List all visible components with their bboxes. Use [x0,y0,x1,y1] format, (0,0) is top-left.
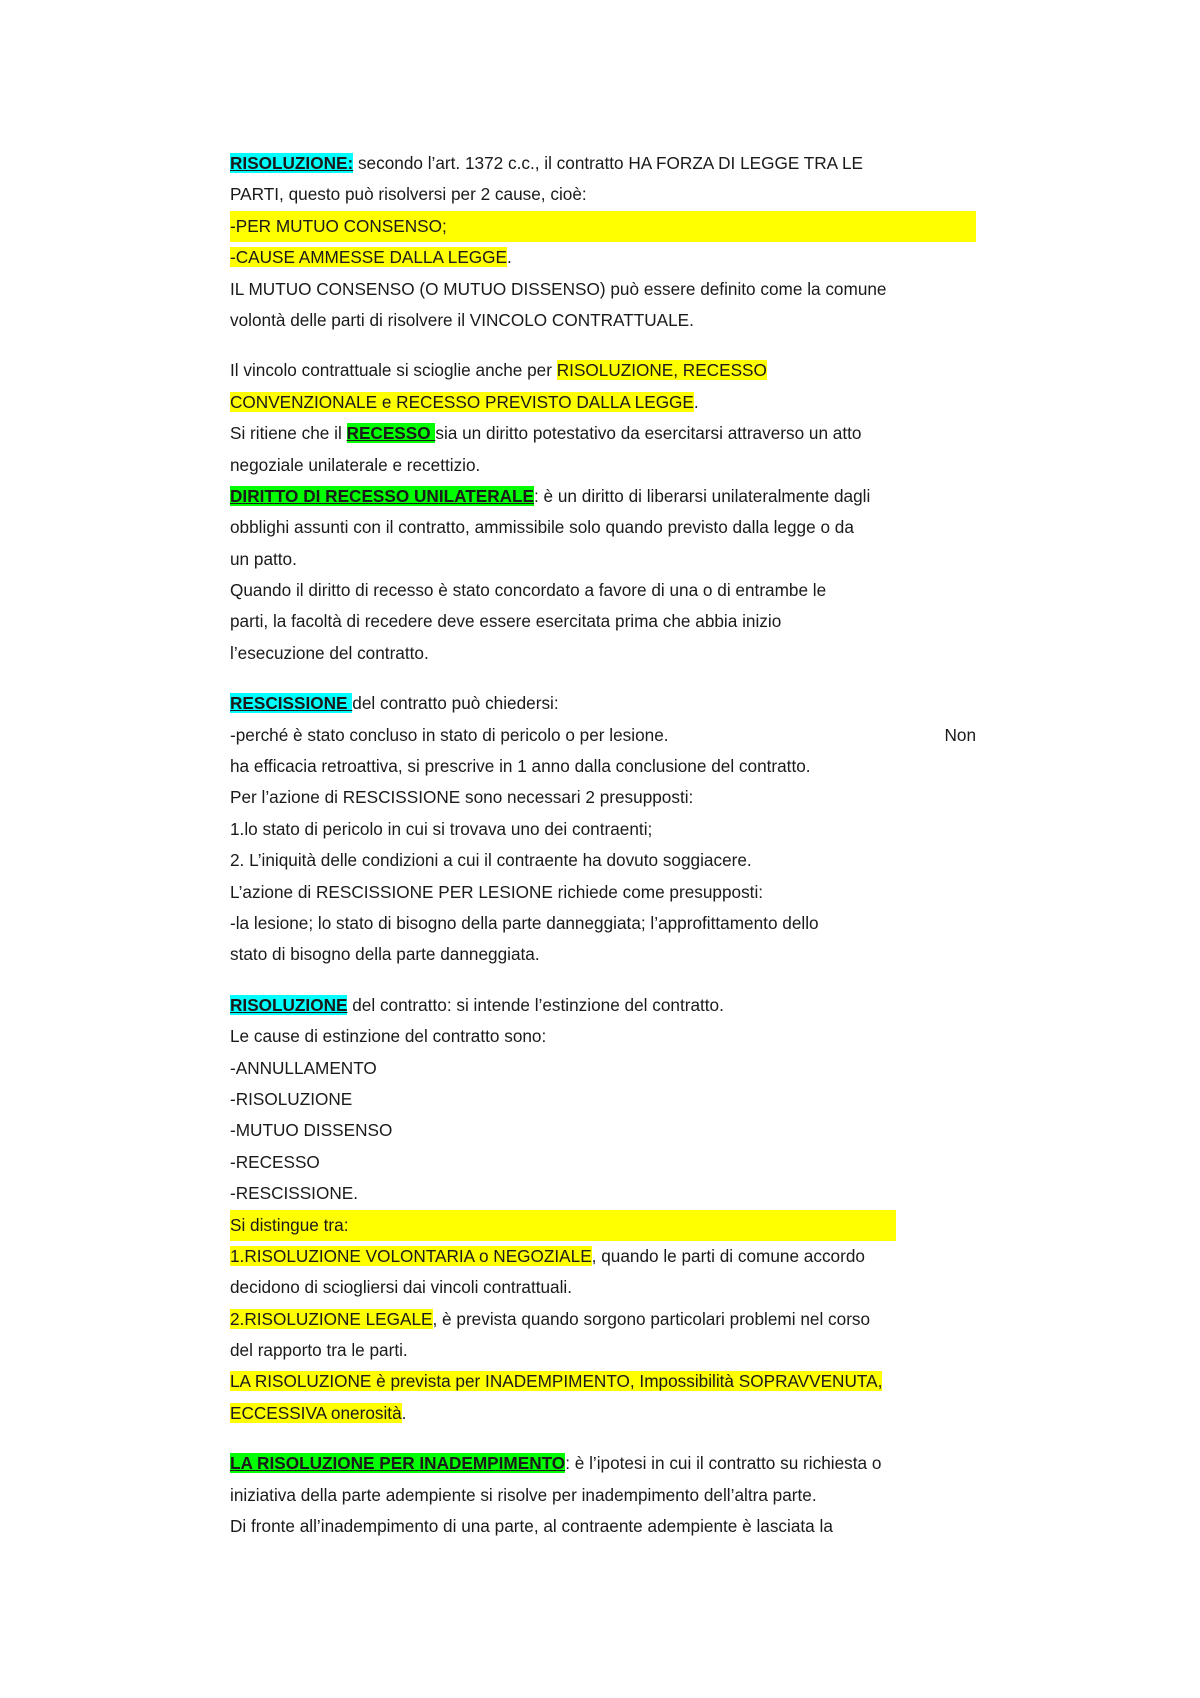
text: Non [944,724,976,745]
line [230,1398,990,1429]
text: . [507,247,512,268]
text: Si ritiene che il [230,423,347,444]
text: , quando le parti di comune accordo [591,1245,865,1266]
line [230,688,990,719]
line [230,1304,990,1335]
line: parti, la facoltà di recedere deve essere esercitata prima che abbia inizio [230,611,782,632]
line [230,242,990,273]
highlight-text: 2.RISOLUZIONE LEGALE [230,1308,433,1329]
line [230,148,990,179]
heading-risoluzione-inadempimento: LA RISOLUZIONE PER INADEMPIMENTO [230,1453,566,1474]
line: Le cause di estinzione del contratto sono: [230,1026,547,1047]
highlight-text: -CAUSE AMMESSE DALLA LEGGE [230,247,508,268]
line [230,990,990,1021]
line: l’esecuzione del contratto. [230,642,429,663]
line: del rapporto tra le parti. [230,1340,408,1361]
text: , è prevista quando sorgono particolari problemi nel corso [432,1308,871,1329]
line: IL MUTUO CONSENSO (O MUTUO DISSENSO) può essere definito come la comune [230,278,887,299]
line: ha efficacia retroattiva, si prescrive in 1 anno dalla conclusione del contratto. [230,756,811,777]
highlight-text: 1.RISOLUZIONE VOLONTARIA o NEGOZIALE [230,1245,592,1266]
line: iniziativa della parte adempiente si risolve per inadempimento dell’altra parte. [230,1484,817,1505]
line: -la lesione; lo stato di bisogno della parte danneggiata; l’approfittamento dello [230,912,819,933]
document-body [230,148,990,1542]
heading-risoluzione: RISOLUZIONE: [230,153,354,173]
heading-diritto-di-recesso: DIRITTO DI RECESSO UNILATERALE [230,485,534,506]
highlight-text: ECCESSIVA onerosità [230,1402,402,1423]
line [230,355,990,386]
line [230,1241,990,1272]
line [230,1448,990,1479]
line: negoziale unilaterale e recettizio. [230,454,481,475]
text: secondo l’art. 1372 c.c., il contratto HA FORZA DI LEGGE TRA LE [353,153,863,173]
line: 1.lo stato di pericolo in cui si trovava uno dei contraenti; [230,818,653,839]
list-item: -RECESSO [230,1151,320,1172]
text: . [693,391,699,412]
text: : è un diritto di liberarsi unilateralmente dagli [533,485,871,506]
line [230,1210,990,1241]
highlight-text: Si distingue tra: [230,1210,896,1241]
line: stato di bisogno della parte danneggiata. [230,944,540,965]
list-item: -RESCISSIONE. [230,1183,358,1204]
line: decidono di sciogliersi dai vincoli contrattuali. [230,1277,573,1298]
line [230,211,990,242]
text: Il vincolo contrattuale si scioglie anche per [230,360,557,381]
line [230,481,990,512]
line [230,720,990,751]
heading-recesso: RECESSO [346,423,436,444]
line: L’azione di RESCISSIONE PER LESIONE richiede come presupposti: [230,881,764,902]
list-item: -MUTUO DISSENSO [230,1120,393,1141]
line: volontà delle parti di risolvere il VINCOLO CONTRATTUALE. [230,309,694,330]
text: del contratto: si intende l’estinzione del contratto. [347,994,724,1015]
line [230,418,990,449]
highlight-text: -PER MUTUO CONSENSO; [230,211,976,242]
text: -perché è stato concluso in stato di pericolo o per lesione. [230,724,669,745]
text: . [401,1402,407,1423]
line: Quando il diritto di recesso è stato concordato a favore di una o di entrambe le [230,580,827,601]
list-item: -ANNULLAMENTO [230,1057,377,1078]
text: sia un diritto potestativo da esercitarsi attraverso un atto [435,423,862,444]
line [230,387,990,418]
highlight-text: RISOLUZIONE, RECESSO [556,360,767,381]
line [230,1366,990,1397]
line: Per l’azione di RESCISSIONE sono necessari 2 presupposti: [230,787,694,808]
line: un patto. [230,548,297,569]
heading-risoluzione-contratto: RISOLUZIONE [230,994,348,1015]
line: Di fronte all’inadempimento di una parte, al contraente adempiente è lasciata la [230,1516,833,1537]
line: 2. L’iniquità delle condizioni a cui il contraente ha dovuto soggiacere. [230,850,752,871]
highlight-text: CONVENZIONALE e RECESSO PREVISTO DALLA LEGGE [230,391,694,412]
heading-rescissione: RESCISSIONE [230,693,353,714]
text: : è l’ipotesi in cui il contratto su richiesta o [565,1453,882,1474]
text: del contratto può chiedersi: [352,693,559,714]
list-item: -RISOLUZIONE [230,1088,353,1109]
line: PARTI, questo può risolversi per 2 cause, cioè: [230,184,587,205]
highlight-text: LA RISOLUZIONE è prevista per INADEMPIMENTO, Impossibilità SOPRAVVENUTA, [230,1371,883,1392]
line: obblighi assunti con il contratto, ammissibile solo quando previsto dalla legge o da [230,517,854,538]
